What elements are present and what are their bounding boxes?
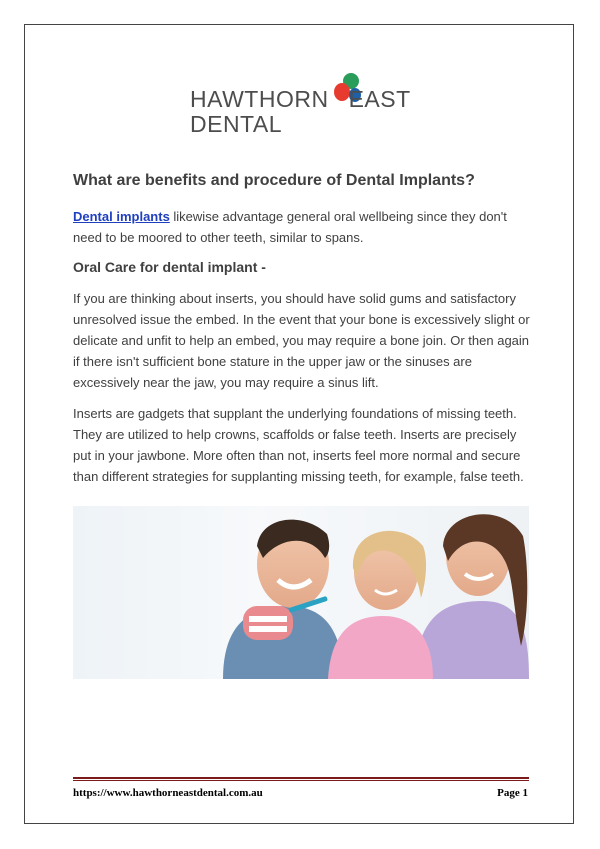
- paragraph-inserts: Inserts are gadgets that supplant the underlying foundations of missing teeth. They are utilized to help crowns, scaffolds or false teeth. Inserts are precisely put in your jawbone. More often than not, inserts feel more normal and secure than different strategies for supplanting missing teeth, for example, false teeth.: [73, 406, 524, 484]
- logo-wordmark-line2: DENTAL: [190, 111, 283, 137]
- brand-logo: [190, 71, 420, 137]
- intro-paragraph: [73, 206, 533, 248]
- footer-url: https://www.hawthorneastdental.com.au: [73, 787, 263, 799]
- logo-wordmark-line1: HAWTHORN EAST: [190, 86, 411, 112]
- article-title: What are benefits and procedure of Dental Implants?: [73, 172, 475, 189]
- family-dental-photo: [73, 506, 529, 679]
- footer-divider: [73, 777, 529, 781]
- dental-implants-link[interactable]: Dental implants: [73, 209, 170, 224]
- intro-text: likewise advantage general oral wellbeing since they don't need to be moored to other teeth, similar to spans.: [73, 209, 507, 245]
- page-number: Page 1: [497, 787, 528, 799]
- paragraph-oral-care: If you are thinking about inserts, you should have solid gums and satisfactory unresolved issue the embed. In the event that your bone is excessively slight or delicate and unfit to help an embed, you may require a bone join. Or then again if there isn't sufficient bone stature in the upper jaw or the sinuses are excessively near the jaw, you may require a sinus lift.: [73, 291, 530, 390]
- family-photo-illustration: [73, 506, 529, 679]
- section-heading: Oral Care for dental implant -: [73, 259, 266, 275]
